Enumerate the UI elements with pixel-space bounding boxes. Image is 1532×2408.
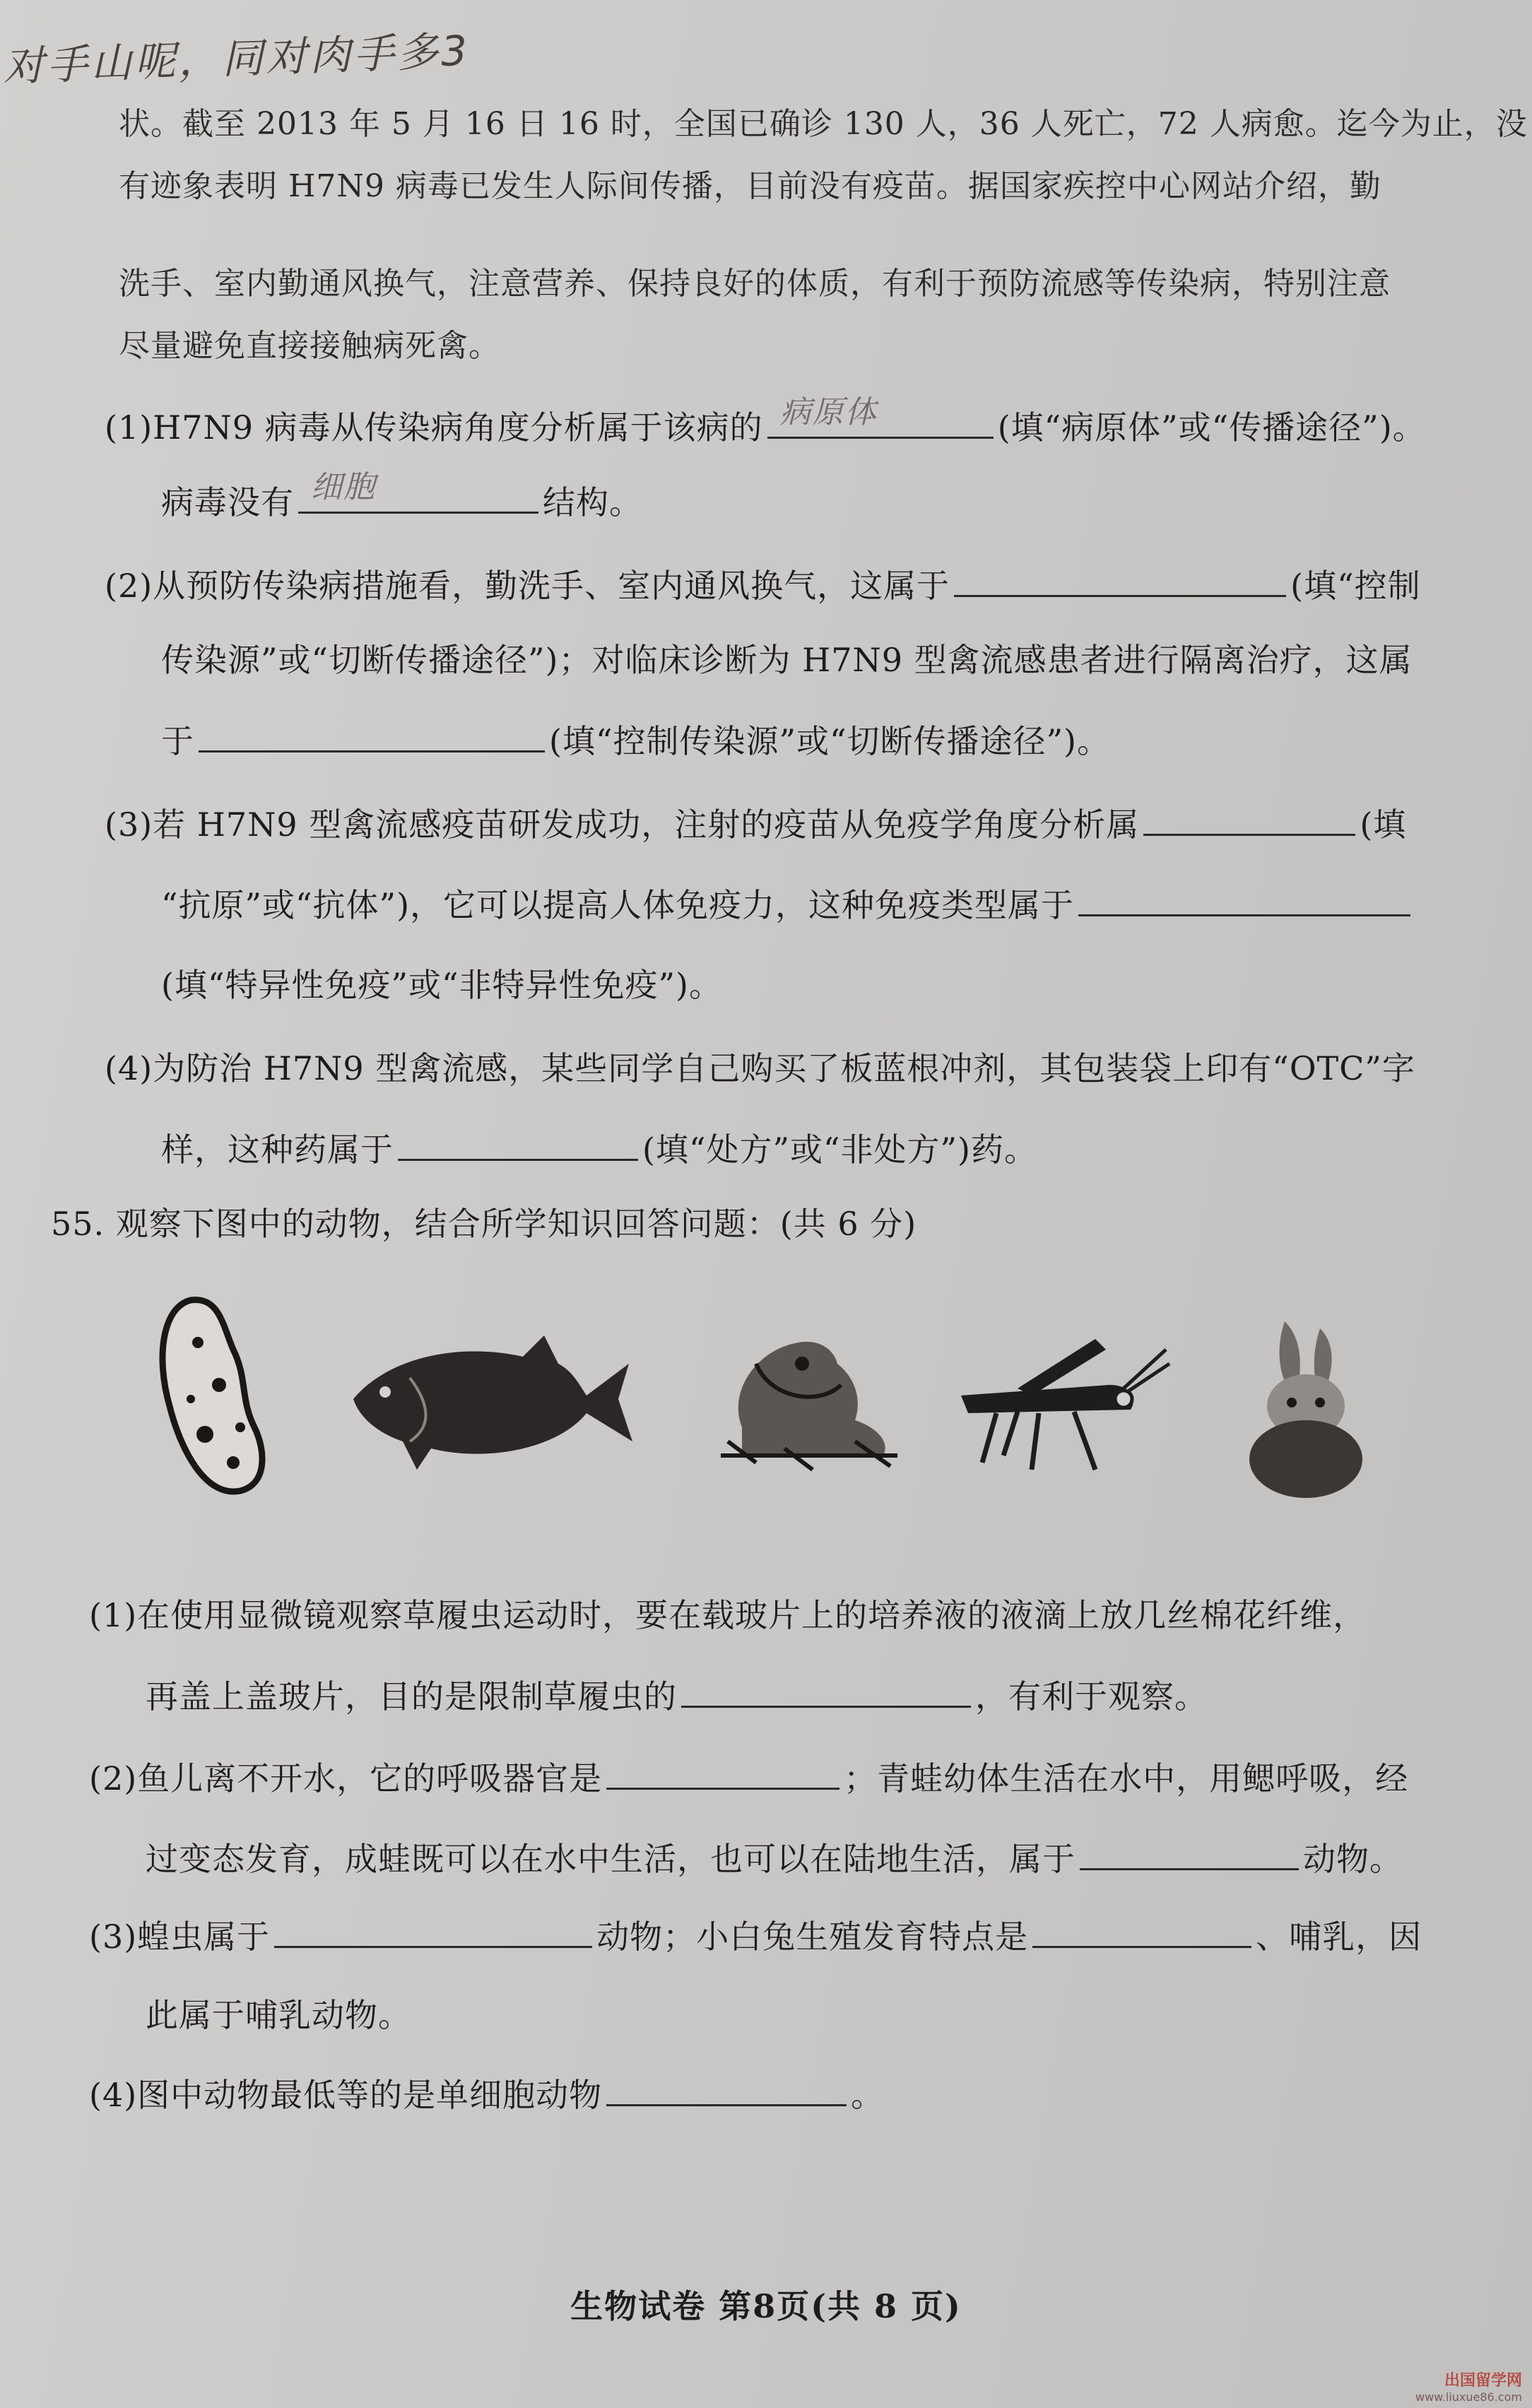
grasshopper-image [954, 1335, 1173, 1477]
q54-1-line-2: 病毒没有 细胞 结构。 [161, 469, 642, 521]
answer-blank-6[interactable] [1078, 883, 1410, 916]
intro-line-4: 尽量避免直接接触病死禽。 [119, 328, 500, 364]
answer-blank-9[interactable] [606, 1757, 839, 1790]
q55-3-line-1: (3)蝗虫属于 动物；小白兔生殖发育特点是 、哺乳，因 [89, 1915, 1422, 1958]
q55-4-line-1: (4)图中动物最低等的是单细胞动物 。 [89, 2073, 884, 2116]
q55-title: 55. 观察下图中的动物，结合所学知识回答问题：(共 6 分) [51, 1205, 917, 1243]
answer-blank-2[interactable]: 细胞 [298, 480, 538, 514]
q55-1-line-2: 再盖上盖玻片，目的是限制草履虫的 ，有利于观察。 [146, 1675, 1208, 1718]
q55-1-line-1: (1)在使用显微镜观察草履虫运动时，要在载玻片上的培养液的液滴上放几丝棉花纤维， [89, 1596, 1367, 1634]
q54-2-line-1: (2)从预防传染病措施看，勤洗手、室内通风换气，这属于 (填“控制 [105, 564, 1421, 607]
q54-4-line-1: (4)为防治 H7N9 型禽流感，某些同学自己购买了板蓝根冲剂，其包装袋上印有“OTC”字 [105, 1049, 1415, 1087]
rabbit-image [1235, 1314, 1377, 1498]
answer-blank-12[interactable] [1032, 1915, 1251, 1948]
q54-1-line-1: (1)H7N9 病毒从传染病角度分析属于该病的 病原体 (填“病原体”或“传播途径”)。 [105, 394, 1426, 447]
intro-line-1: 状。截至 2013 年 5 月 16 日 16 时，全国已确诊 130 人，36 人死亡，72 人病愈。迄今为止，没 [119, 106, 1528, 142]
fish-image [346, 1328, 643, 1470]
intro-line-3: 洗手、室内勤通风换气，注意营养、保持良好的体质，有利于预防流感等传染病，特别注意 [119, 266, 1391, 302]
q55-2-line-2: 过变态发育，成蛙既可以在水中生活，也可以在陆地生活，属于 动物。 [146, 1837, 1403, 1880]
handwritten-note: 对手山呢，同对肉手多3 [2, 26, 471, 91]
answer-blank-3[interactable] [954, 564, 1286, 597]
frog-image [714, 1321, 905, 1477]
q54-3-line-3: (填“特异性免疫”或“非特异性免疫”)。 [161, 966, 722, 1004]
answer-blank-7[interactable] [398, 1128, 638, 1161]
q54-2-line-3: 于 (填“控制传染源”或“切断传播途径”)。 [161, 719, 1110, 762]
intro-line-2: 有迹象表明 H7N9 病毒已发生人际间传播，目前没有疫苗。据国家疾控中心网站介绍，勤 [119, 168, 1381, 204]
answer-blank-4[interactable] [199, 719, 545, 752]
q54-4-line-2: 样，这种药属于 (填“处方”或“非处方”)药。 [161, 1128, 1037, 1171]
q55-3-line-2: 此属于哺乳动物。 [146, 1996, 411, 2034]
answer-blank-11[interactable] [274, 1915, 592, 1948]
paramecium-image [148, 1293, 276, 1505]
page-footer: 生物试卷 第8页(共 8 页) [570, 2287, 962, 2325]
q55-2-line-1: (2)鱼儿离不开水，它的呼吸器官是 ；青蛙幼体生活在水中，用鳃呼吸，经 [89, 1757, 1408, 1800]
q54-3-line-1: (3)若 H7N9 型禽流感疫苗研发成功，注射的疫苗从免疫学角度分析属 (填 [105, 803, 1406, 846]
site-watermark: 出国留学网 www.liuxue86.com [1415, 2372, 1522, 2404]
answer-blank-10[interactable] [1080, 1837, 1299, 1870]
answer-blank-8[interactable] [681, 1675, 971, 1708]
answer-blank-5[interactable] [1143, 803, 1355, 836]
answer-blank-1[interactable]: 病原体 [767, 406, 994, 439]
q54-3-line-2: “抗原”或“抗体”)，它可以提高人体免疫力，这种免疫类型属于 [161, 883, 1415, 926]
answer-blank-13[interactable] [606, 2073, 847, 2106]
q54-2-line-2: 传染源”或“切断传播途径”)；对临床诊断为 H7N9 型禽流感患者进行隔离治疗，这属 [161, 641, 1413, 679]
